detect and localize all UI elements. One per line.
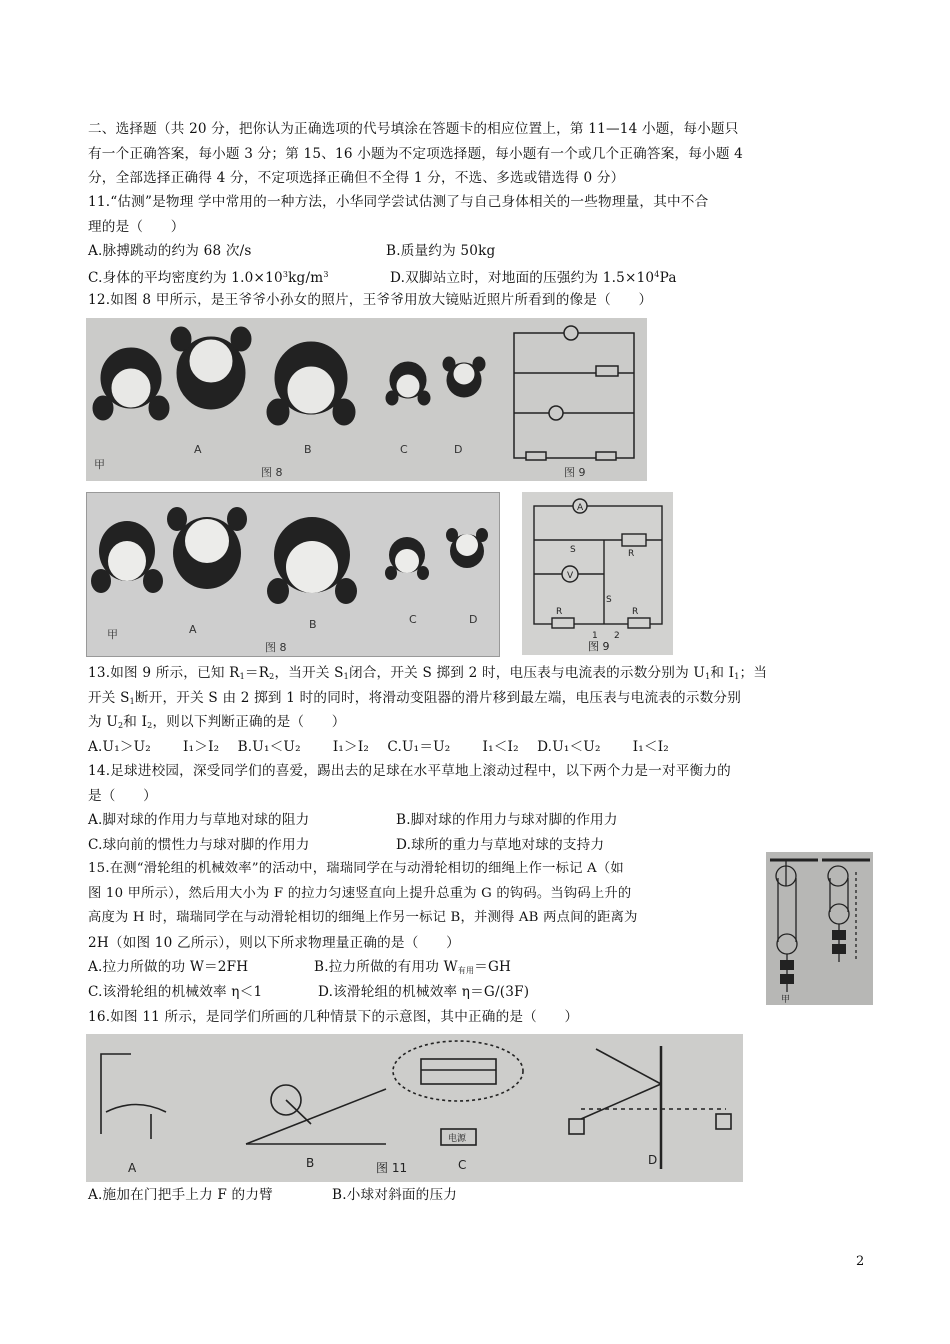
- svg-text:甲: 甲: [107, 628, 118, 641]
- fig11-label-a: A: [128, 1161, 137, 1175]
- q16-option-a: A.施加在门把手上力 F 的力臂: [88, 1187, 273, 1203]
- svg-text:R: R: [556, 607, 563, 617]
- q16-stem: 16.如图 11 所示，是同学们所画的几种情景下的示意图，其中正确的是（ ）: [88, 1009, 579, 1025]
- q14-stem-2: 是（ ）: [88, 788, 157, 804]
- fig8-label-b: B: [304, 443, 312, 456]
- fig9-ammeter: A: [577, 503, 584, 513]
- section-header-line-2: 有一个正确答案，每小题 3 分；第 15、16 小题为不定项选择题，每小题有一个或几个正确答案，每小题 4: [88, 146, 744, 162]
- fig11-label-d: D: [648, 1153, 658, 1167]
- svg-text:S: S: [606, 595, 612, 605]
- fig8-label-jia: 甲: [94, 458, 105, 471]
- svg-text:C: C: [409, 613, 417, 626]
- fig9-caption-2: 图 9: [588, 640, 610, 653]
- fig8-label-d: D: [454, 443, 463, 456]
- svg-text:R: R: [632, 607, 639, 617]
- q13-line-3: 为 $U_2$和 $I_2$，则以下判断正确的是（ ）: [88, 714, 346, 730]
- q14-option-c: C.球向前的惯性力与球对脚的作用力: [88, 837, 310, 853]
- figure-8: [86, 492, 500, 657]
- fig8-caption-2: 图 8: [265, 641, 287, 654]
- q12-stem: 12.如图 8 甲所示，是王爷爷小孙女的照片，王爷爷用放大镜贴近照片所看到的像是（ ）: [88, 292, 653, 308]
- q11-stem-2: 理的是（ ）: [88, 219, 185, 235]
- fig11-label-b: B: [306, 1156, 315, 1170]
- fig11-label-c: C: [458, 1158, 467, 1172]
- q14-option-b: B.脚对球的作用力与球对脚的作用力: [396, 812, 618, 828]
- svg-text:B: B: [309, 618, 317, 631]
- svg-text:S: S: [570, 545, 576, 555]
- q13-line-1: 13.如图 9 所示，已知 $R_1=R_2$，当开关 $S_1$闭合，开关 S 掷到 2 时，电压表与电流表的示数分别为 $U_1$和 $I_1$；当: [88, 665, 768, 681]
- q11-option-b: B.质量约为 50kg: [386, 243, 496, 259]
- q14-stem-1: 14.足球进校园，深受同学们的喜爱，踢出去的足球在水平草地上滚动过程中，以下两个力是一对平衡力的: [88, 763, 731, 779]
- q15-option-c: C.该滑轮组的机械效率 η＜1: [88, 984, 263, 1000]
- q15-line-1: 15.在测“滑轮组的机械效率”的活动中，瑞瑞同学在与动滑轮相切的细绳上作一标记 A（如: [88, 861, 624, 876]
- q11-stem-1: 11.“估测”是物理 学中常用的一种方法，小华同学尝试估测了与自己身体相关的一些物理量，其中不合: [88, 194, 709, 210]
- figure-10: [766, 852, 873, 1005]
- fig9-voltmeter: V: [567, 571, 574, 581]
- svg-text:2: 2: [614, 631, 620, 641]
- svg-text:D: D: [469, 613, 478, 626]
- figure-9: [522, 492, 673, 655]
- fig8-label-a: A: [194, 443, 202, 456]
- q16-option-b: B.小球对斜面的压力: [332, 1187, 458, 1203]
- q15-option-b: B.拉力所做的有用功 $W_{有用}=GH$: [314, 959, 512, 975]
- q15-option-d: D.该滑轮组的机械效率 η＝G/(3F): [318, 984, 530, 1000]
- fig8-label-c: C: [400, 443, 408, 456]
- svg-text:1: 1: [592, 631, 598, 641]
- q14-option-a: A.脚对球的作用力与草地对球的阻力: [88, 812, 310, 828]
- fig10-caption: 甲: [781, 995, 791, 1005]
- fig9-caption: 图 9: [564, 466, 586, 479]
- fig11-caption: 图 11: [376, 1161, 408, 1175]
- q11-option-a: A.脉搏跳动的约为 68 次/s: [88, 243, 252, 259]
- q14-option-d: D.球所的重力与草地对球的支持力: [396, 837, 605, 853]
- q15-line-2: 图 10 甲所示），然后用大小为 F 的拉力匀速竖直向上提升总重为 G 的钩码。当钩码上升的: [88, 886, 632, 901]
- svg-text:R: R: [628, 549, 635, 559]
- q13-options: A.U₁＞U₂ I₁＞I₂ B.U₁＜U₂ I₁＞I₂ C.U₁＝U₂ I₁＜I₂ D.U₁＜U₂ I₁＜I₂: [88, 739, 669, 755]
- section-header-line-3: 分，全部选择正确得 4 分，不定项选择正确但不全得 1 分，不选、多选或错选得 0 分）: [88, 170, 625, 186]
- fig11-power-source: 电源: [448, 1134, 467, 1144]
- figure-8-9-top: [86, 318, 647, 481]
- q11-option-c: C.身体的平均密度约为 $1.0\times 10^3kg/m^3$: [88, 270, 329, 286]
- q13-line-2: 开关 $S_1$断开，开关 S 由 2 掷到 1 时的同时，将滑动变阻器的滑片移到最左端，电压表与电流表的示数分别: [88, 690, 742, 706]
- svg-text:A: A: [189, 623, 197, 636]
- section-header-line-1: 二、选择题（共 20 分，把你认为正确选项的代号填涂在答题卡的相应位置上，第 11—14 小题，每小题只: [88, 121, 739, 137]
- q11-option-d: D.双脚站立时，对地面的压强约为 $1.5\times 10^4Pa$: [390, 270, 677, 286]
- q15-option-a: A.拉力所做的功 W＝2FH: [88, 959, 249, 975]
- figure-11: [86, 1034, 743, 1182]
- page-number: 2: [856, 1254, 865, 1269]
- q15-line-4: 2H（如图 10 乙所示），则以下所求物理量正确的是（ ）: [88, 935, 460, 951]
- q15-line-3: 高度为 H 时，瑞瑞同学在与动滑轮相切的细绳上作另一标记 B，并测得 AB 两点间的距离为: [88, 910, 638, 925]
- fig8-caption: 图 8: [261, 466, 283, 479]
